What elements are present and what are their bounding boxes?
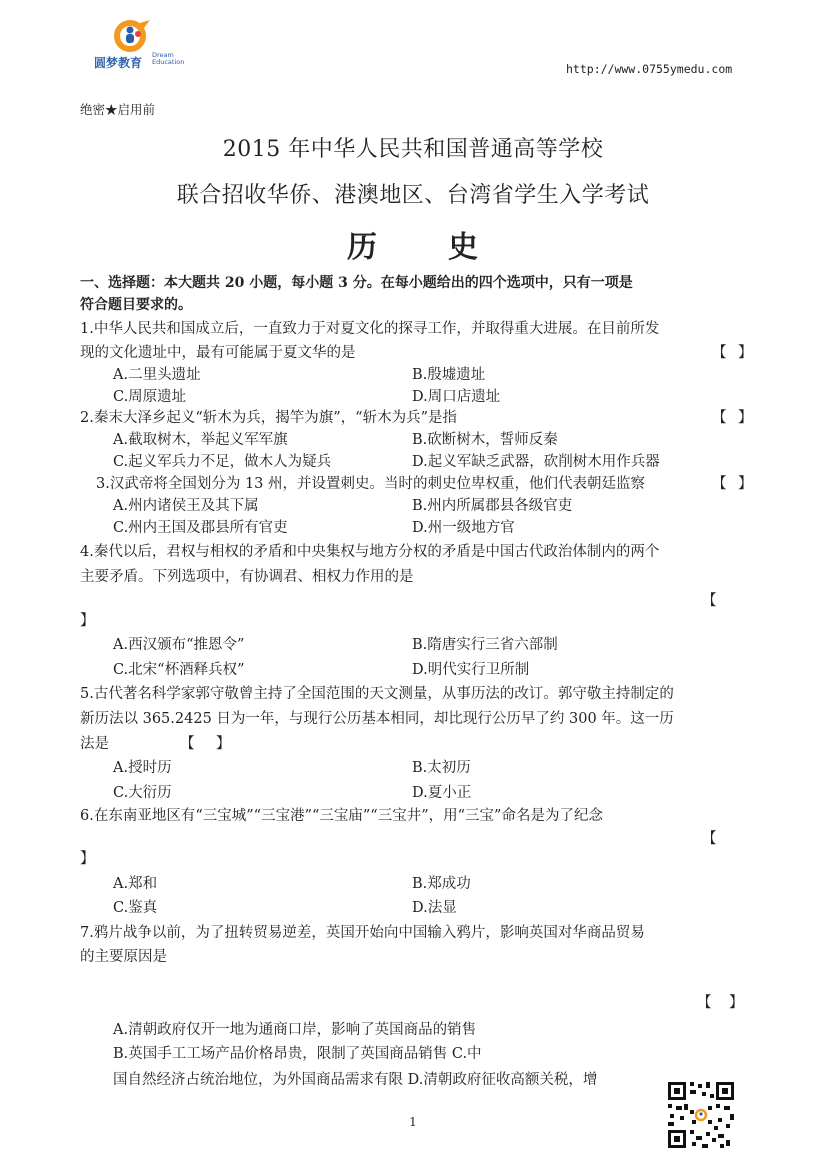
subject-char-1: 历 (347, 230, 378, 265)
q7-line-1: 7.鸦片战争以前，为了扭转贸易逆差，英国开始向中国输入鸦片，影响英国对华商品贸易 (80, 925, 645, 941)
q2-answer-bracket-right: 】 (738, 410, 753, 426)
q6-option-d: D.法显 (412, 900, 457, 916)
q4-answer-bracket-left: 【 (702, 593, 717, 609)
q3-option-c: C.州内王国及郡县所有官吏 (113, 520, 288, 536)
logo-text: 圆梦教育 (94, 56, 143, 70)
q4-option-b: B.隋唐实行三省六部制 (412, 637, 558, 653)
q6-option-c: C.鉴真 (113, 900, 158, 916)
q3-option-a: A.州内诸侯王及其下属 (113, 498, 259, 514)
q1-option-d: D.周口店遗址 (412, 389, 501, 405)
q2-line-1: 2.秦末大泽乡起义“斩木为兵，揭竿为旗”，“斩木为兵”是指 (80, 410, 457, 426)
subject-title (0, 222, 826, 266)
q5-line-1: 5.古代著名科学家郭守敬曾主持了全国范围的天文测量，从事历法的改订。郭守敬主持制定的 (80, 686, 674, 702)
section-heading-line-2: 符合题目要求的。 (80, 297, 192, 313)
q4-option-d: D.明代实行卫所制 (412, 662, 530, 678)
section-heading-line-1: 一、选择题：本大题共 20 小题，每小题 3 分。在每小题给出的四个选项中，只有一项是 (80, 275, 633, 291)
q3-option-b: B.州内所属郡县各级官吏 (412, 498, 573, 514)
q5-option-a: A.授时历 (113, 760, 172, 776)
q4-line-1: 4.秦代以后，君权与相权的矛盾和中央集权与地方分权的矛盾是中国古代政治体制内的两个 (80, 544, 660, 560)
q4-option-c: C.北宋“杯酒释兵权” (113, 662, 245, 678)
q5-option-d: D.夏小正 (412, 785, 472, 801)
q3-option-d: D.州一级地方官 (412, 520, 515, 536)
q1-answer-bracket-right: 】 (738, 345, 753, 361)
q5-answer-bracket-left: 【 (180, 736, 195, 752)
q1-answer-bracket-left: 【 (712, 345, 727, 361)
q1-option-b: B.殷墟遗址 (412, 367, 486, 383)
q1-option-c: C.周原遗址 (113, 389, 187, 405)
q6-line-1: 6.在东南亚地区有“三宝城”“三宝港”“三宝庙”“三宝井”，用“三宝”命名是为了纪念 (80, 808, 603, 824)
q2-option-d: D.起义军缺乏武器，砍削树木用作兵器 (412, 454, 660, 470)
q7-option-a: A.清朝政府仅开一地为通商口岸，影响了英国商品的销售 (113, 1022, 477, 1038)
q6-option-a: A.郑和 (113, 876, 158, 892)
q5-line-3: 法是 (80, 736, 109, 752)
title-line-1: 2015 年中华人民共和国普通高等学校 (222, 137, 604, 162)
q5-line-2: 新历法以 365.2425 日为一年，与现行公历基本相同，却比现行公历早了约 300 年。这一历 (80, 711, 674, 727)
logo-subtext: Dream Education (152, 51, 185, 66)
subject-char-2: 史 (448, 230, 479, 265)
title-line-2: 联合招收华侨、港澳地区、台湾省学生入学考试 (176, 183, 650, 208)
q1-line-1: 1.中华人民共和国成立后，一直致力于对夏文化的探寻工作，并取得重大进展。在目前所发 (80, 321, 660, 337)
header-url[interactable]: http://www.0755ymedu.com (566, 62, 733, 76)
q7-option-b: B.英国手工工场产品价格昂贵，限制了英国商品销售 C.中 (113, 1046, 482, 1062)
q6-option-b: B.郑成功 (412, 876, 471, 892)
q2-option-a: A.截取树木，举起义军军旗 (113, 432, 288, 448)
q2-option-b: B.砍断树木，誓师反秦 (412, 432, 558, 448)
q1-option-a: A.二里头遗址 (113, 367, 201, 383)
q5-option-b: B.太初历 (412, 760, 471, 776)
q6-answer-bracket-left: 【 (702, 831, 717, 847)
q6-answer-bracket-right: 】 (80, 851, 95, 867)
q4-line-2: 主要矛盾。下列选项中，有协调君、相权力作用的是 (80, 569, 414, 585)
q2-option-c: C.起义军兵力不足，做木人为疑兵 (113, 454, 332, 470)
q7-option-c: 国自然经济占统治地位，为外国商品需求有限 D.清朝政府征收高额关税，增 (113, 1072, 598, 1088)
q4-option-a: A.西汉颁布“推恩令” (113, 637, 245, 653)
q3-answer-bracket-left: 【 (712, 476, 727, 492)
q3-line-1: 3.汉武帝将全国划分为 13 州，并设置刺史。当时的刺史位卑权重，他们代表朝廷监察 (96, 476, 646, 492)
page-number: 1 (409, 1115, 417, 1129)
q5-option-c: C.大衍历 (113, 785, 172, 801)
q7-line-2: 的主要原因是 (80, 949, 167, 965)
q1-line-2: 现的文化遗址中，最有可能属于夏文华的是 (80, 345, 356, 361)
q3-answer-bracket-right: 】 (738, 476, 753, 492)
q7-answer-bracket-right: 】 (729, 995, 744, 1011)
q2-answer-bracket-left: 【 (712, 410, 727, 426)
q4-answer-bracket-right: 】 (80, 613, 95, 629)
q7-answer-bracket-left: 【 (697, 995, 712, 1011)
q5-answer-bracket-right: 】 (216, 736, 231, 752)
confidential-label: 绝密★启用前 (80, 102, 156, 117)
